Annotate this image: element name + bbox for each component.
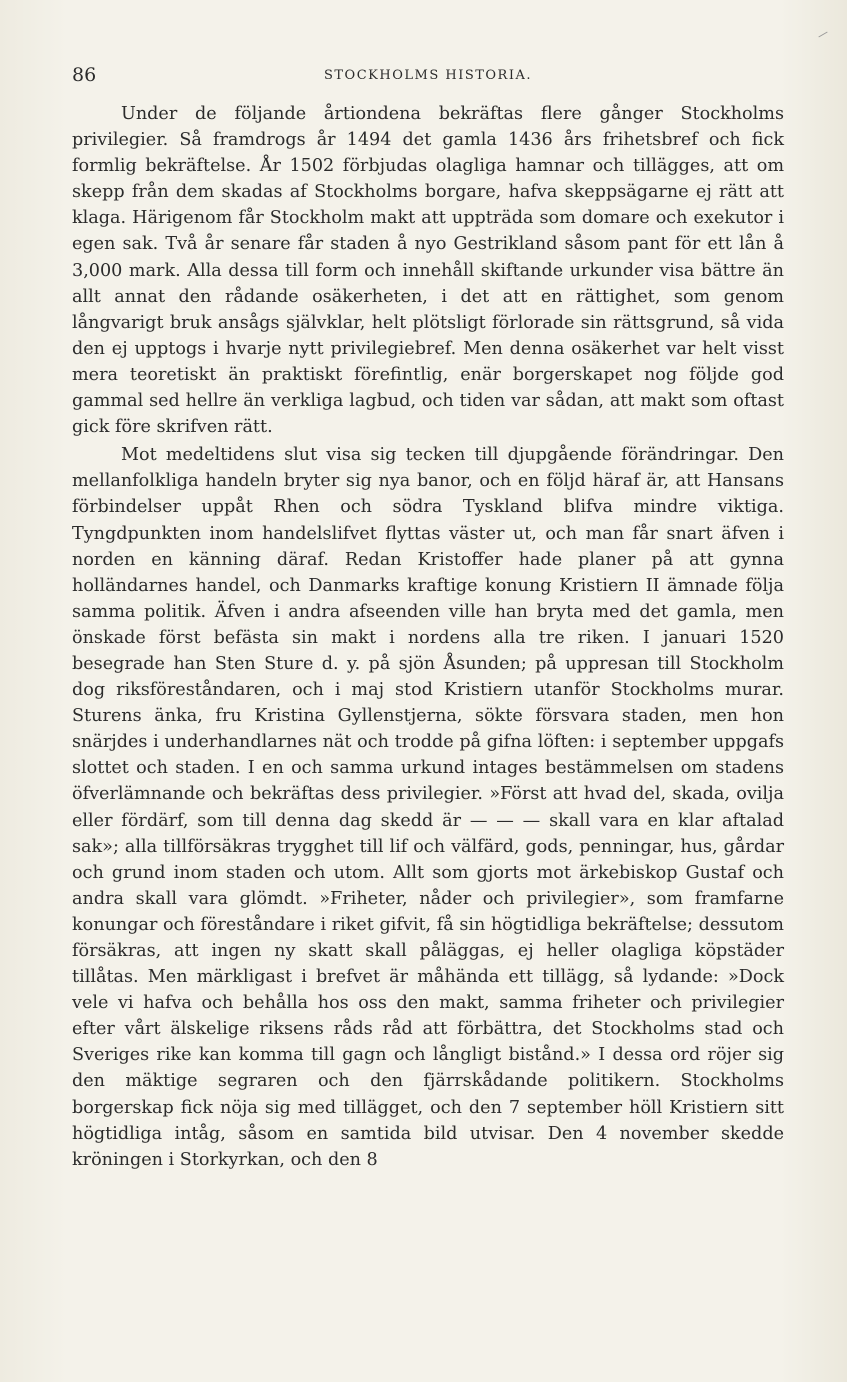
page-number: 86: [72, 64, 97, 86]
paragraph-middle-ages-end: Mot medeltidens slut visa sig tecken till djupgående förändringar. Den mellanfolkliga handeln bryter sig nya banor, och en följd häraf är, att Hansans förbindelser uppåt Rhen och södra Tyskland blifva mindre viktiga. Tyngdpunkten inom handelslifvet flyttas väster ut, och man får snart äfven i norden en känning däraf. Redan Kristoffer hade planer på att gynna holländarnes handel, och Danmarks kraftige konung Kristiern II ämnade följa samma politik. Äfven i andra afseenden ville han bryta med det gamla, men önskade först befästa sin makt i nordens alla tre riken. I januari 1520 besegrade han Sten Sture d. y. på sjön Åsunden; på uppresan till Stockholm dog riksföreståndaren, och i maj stod Kristiern utanför Stockholms murar. Sturens änka, fru Kristina Gyllenstjerna, sökte försvara staden, men hon snärjdes i underhandlarnes nät och trodde på gifna löften: i september uppgafs slottet och staden. I en och samma urkund intages bestämmelsen om stadens öfverlämnande och bekräftas dess privilegier. »Först att hvad del, skada, ovilja eller fördärf, som till denna dag skedd är — — — skall vara en klar aftalad sak»; alla tillförsäkras trygghet till lif och välfärd, gods, penningar, hus, gårdar och grund inom staden och utom. Allt som gjorts mot ärkebiskop Gustaf och andra skall vara glömdt. »Friheter, nåder och privilegier», som framfarne konungar och föreståndare i riket gifvit, få sin högtidliga bekräftelse; dessutom försäkras, att ingen ny skatt skall påläggas, ej heller olagliga köpstäder tillåtas. Men märkligast i brefvet är måhända ett tillägg, så lydande: »Dock vele vi hafva och behålla hos oss den makt, samma friheter och privilegier efter vårt älskelige riksens råds råd att förbättra, det Stockholms stad och Sveriges rike kan komma till gagn och långligt bistånd.» I dessa ord röjer sig den mäktige segraren och den fjärrskådande politikern. Stockholms borgerskap fick nöja sig med tillägget, och den 7 september höll Kristiern sitt högtidliga intåg, såsom en samtida bild utvisar. Den 4 november skedde kröningen i Storkyrkan, och den 8: [72, 445, 784, 1170]
pencil-mark: [818, 32, 827, 38]
paragraph-privileges: Under de följande årtiondena bekräftas flere gånger Stockholms privilegier. Så framdrogs år 1494 det gamla 1436 års frihetsbref och fick formlig bekräftelse. År 1502 förbjudas olagliga hamnar och tillägges, att om skepp från dem skadas af Stockholms borgare, hafva skeppsägarne ej rätt att klaga. Härigenom får Stockholm makt att uppträda som domare och exekutor i egen sak. Två år senare får staden å nyo Gestrikland såsom pant för ett lån å 3,000 mark. Alla dessa till form och innehåll skiftande urkunder visa bättre än allt annat den rådande osäkerheten, i det att en rättighet, som genom långvarigt bruk ansågs självklar, helt plötsligt förlorade sin rättsgrund, så vida den ej upptogs i hvarje nytt privilegiebref. Men denna osäkerhet var helt visst mera teoretiskt än praktiskt förefintlig, enär borgerskapet nog följde god gammal sed hellre än verkliga lagbud, och tiden var sådan, att makt som oftast gick före skrifven rätt.: [72, 104, 784, 438]
running-title: STOCKHOLMS HISTORIA.: [323, 68, 533, 83]
page-header: [72, 64, 784, 90]
body-text: [72, 101, 784, 1173]
